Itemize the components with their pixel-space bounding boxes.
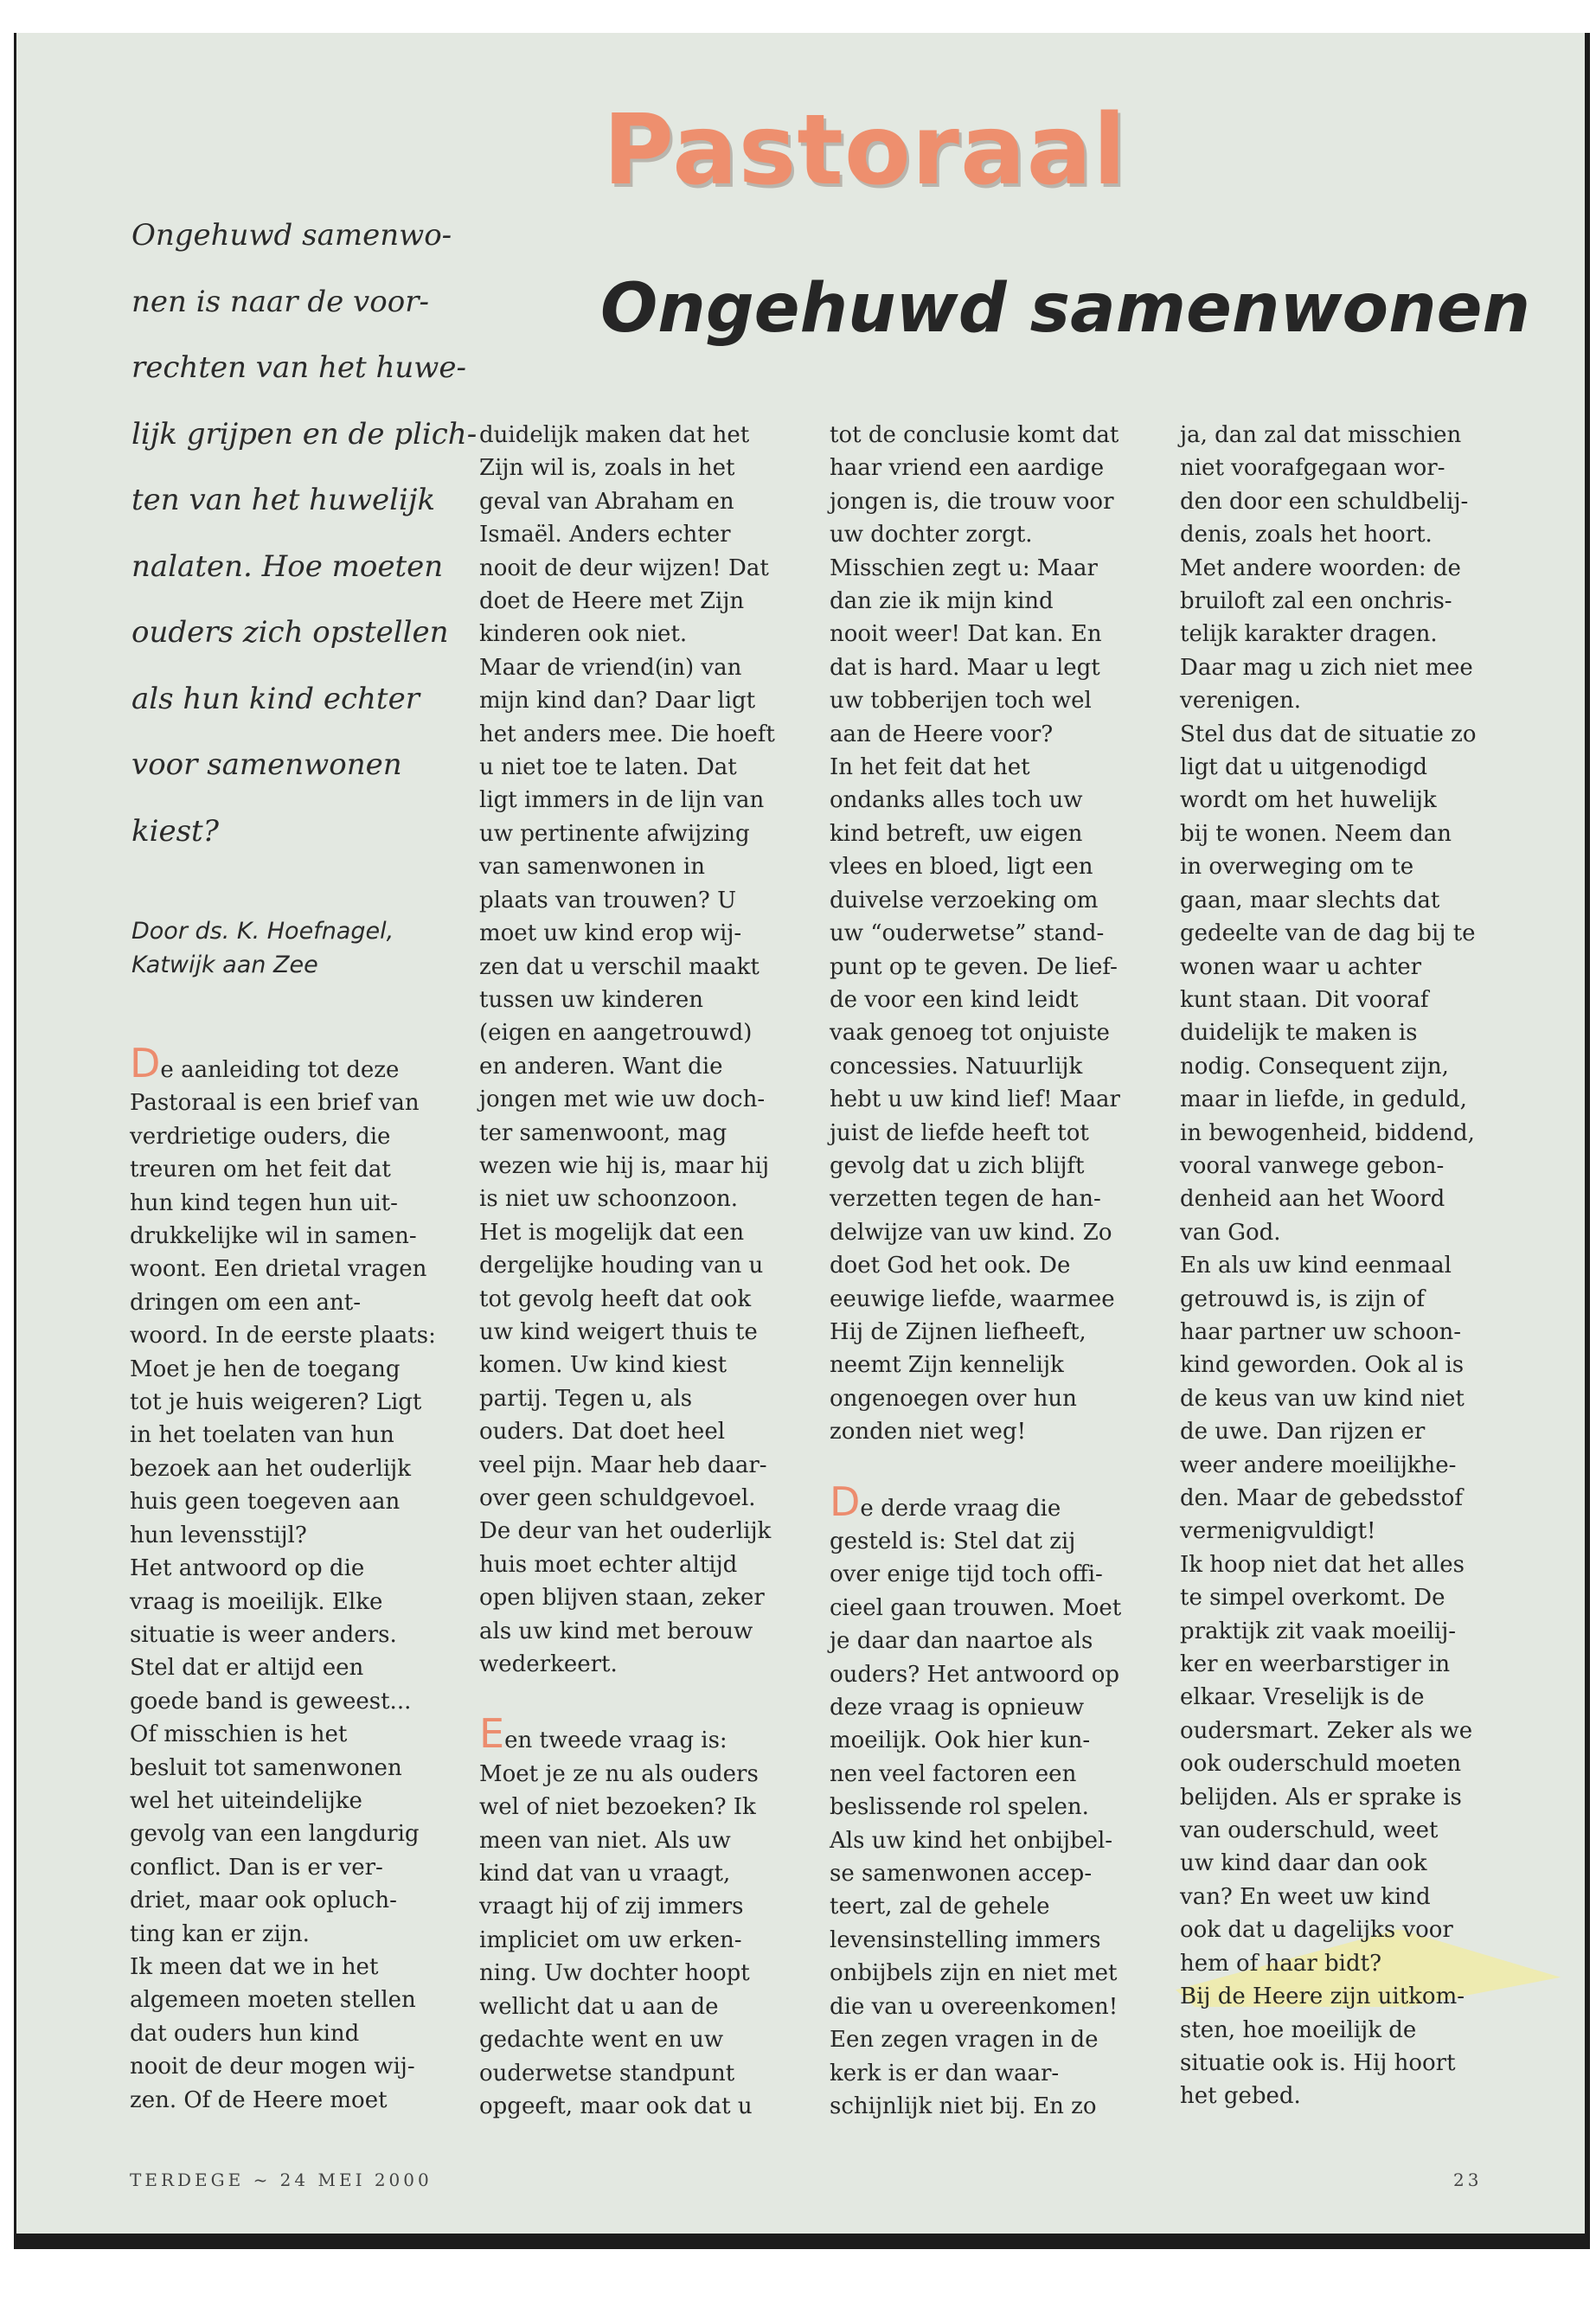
drop-cap: E (479, 1710, 505, 1758)
section-kicker: Pastoraal (603, 94, 1127, 207)
paragraph: Maar de vriend(in) van mijn kind dan? Daar ligt het anders mee. Die hoeft u niet toe te laten. Dat ligt immers in de lijn van uw pertinente afwijzing van samenwonen in plaats van trouwen? U moet uw kind erop wij- zen dat u verschil maakt tussen uw kinderen (eigen en aangetrouwd) en anderen. Want die jongen met wie uw doch- ter samenwoont, mag wezen wie hij is, maar hij is niet uw schoonzoon. Het is mogelijk dat een dergelijke houding van u tot gevolg heeft dat ook uw kind weigert thuis te komen. Uw kind kiest partij. Tegen u, als ouders. Dat doet heel veel pijn. Maar heb daar- over geen schuldgevoel. De deur van het ouderlijk huis moet echter altijd open blijven staan, zeker als uw kind met berouw wederkeert. (479, 654, 775, 1678)
article-column-1 (130, 1040, 441, 2117)
page-number: 23 (1453, 2170, 1483, 2190)
article-column-3 (830, 419, 1141, 2123)
paragraph-text: e aanleiding tot deze Pastoraal is een brief van verdrietige ouders, die treuren om het feit dat hun kind tegen hun uit- drukkelijke wil in samen- woont. Een drietal vragen dringen om een ant- woord. In de eerste plaats: Moet je hen de toegang tot je huis weigeren? Ligt in het toelaten van hun bezoek aan het ouderlijk huis geen toegeven aan hun levensstijl? (130, 1057, 436, 1548)
paragraph: duidelijk maken dat het Zijn wil is, zoals in het geval van Abraham en Ismaël. Anders echter nooit de deur wijzen! Dat doet de Heere met Zijn kinderen ook niet. (479, 422, 769, 648)
paragraph: tot de conclusie komt dat haar vriend een aardige jongen is, die trouw voor uw dochter zorgt. (830, 422, 1119, 548)
paragraph (130, 1040, 441, 1552)
footer-publication: TERDEGE ~ 24 MEI 2000 (130, 2170, 433, 2190)
paragraph-text: e derde vraag die gesteld is: Stel dat zij over enige tijd toch offi- cieel gaan trouwen. Moet je daar dan naartoe als ouders? Het antwoord op deze vraag is opnieuw moeilijk. Ook hier kun- nen veel factoren een beslissende rol spelen. Als uw kind het onbijbel- se samenwonen accep- teert, zal de gehele levensinstelling immers onbijbels zijn en niet met die van u overeenkomen! Een zegen vragen in de kerk is er dan waar- schijnlijk niet bij. En zo (830, 1495, 1122, 2119)
byline: Door ds. K. Hoefnagel, Katwijk aan Zee (131, 918, 394, 978)
paragraph: Bij de Heere zijn uitkom- sten, hoe moeilijk de situatie ook is. Hij hoort het gebed. (1180, 1984, 1465, 2110)
paragraph (479, 1710, 791, 2123)
drop-cap: D (830, 1477, 861, 1525)
paragraph: Het antwoord op die vraag is moeilijk. Elke situatie is weer anders. Stel dat er altijd een goede band is geweest... (130, 1555, 412, 1715)
paragraph-text: en tweede vraag is: Moet je ze nu als ouders wel of niet bezoeken? Ik meen van niet. Als uw kind dat van u vraagt, vraagt hij of zij immers impliciet om uw erken- ning. Uw dochter hoopt wellicht dat u aan de gedachte went en uw ouderwetse standpunt opgeeft, maar ook dat u (479, 1727, 759, 2119)
paragraph: ja, dan zal dat misschien niet voorafgegaan wor- den door een schuldbelij- denis, zoals het hoort. Met andere woorden: de bruiloft zal een onchris- telijk karakter dragen. Daar mag u zich niet mee verenigen. (1180, 422, 1473, 715)
intro-lead: Ongehuwd samenwo- nen is naar de voor- rechten van het huwe- lijk grijpen en de plich- ten van het huwelijk nalaten. Hoe moeten ouders zich opstellen als hun kind echter voor samenwonen kiest? (131, 218, 478, 849)
article-title: Ongehuwd samenwonen (600, 270, 1531, 348)
paragraph: Misschien zegt u: Maar dan zie ik mijn kind nooit weer! Dat kan. En dat is hard. Maar u legt uw tobberijen toch wel aan de Heere voor? (830, 554, 1102, 747)
paragraph: Ik hoop niet dat het alles te simpel overkomt. De praktijk zit vaak moeilij- ker en weerbarstiger in elkaar. Vreselijk is de oudersmart. Zeker als we ook ouderschuld moeten belijden. Als er sprake is van ouderschuld, weet uw kind daar dan ook van? En weet uw kind ook dat u dagelijks voor hem of haar bidt? (1180, 1551, 1473, 1977)
paragraph: In het feit dat het ondanks alles toch uw kind betreft, uw eigen vlees en bloed, ligt een duivelse verzoeking om uw “ouderwetse” stand- punt op te geven. De lief- de voor een kind leidt vaak genoeg tot onjuiste concessies. Natuurlijk hebt u uw kind lief! Maar juist de liefde heeft tot gevolg dat u zich blijft verzetten tegen de han- delwijze van uw kind. Zo doet God het ook. De eeuwige liefde, waarmee Hij de Zijnen liefheeft, neemt Zijn kennelijk ongenoegen over hun zonden niet weg! (830, 754, 1120, 1445)
article-column-2 (479, 419, 791, 2123)
paragraph (830, 1477, 1141, 2124)
paragraph: Stel dus dat de situatie zo ligt dat u uitgenodigd wordt om het huwelijk bij te wonen. Neem dan in overweging om te gaan, maar slechts dat gedeelte van de dag bij te wonen waar u achter kunt staan. Dit vooraf duidelijk te maken is nodig. Consequent zijn, maar in liefde, in geduld, in bewogenheid, biddend, vooral vanwege gebon- denheid aan het Woord van God. (1180, 721, 1477, 1246)
drop-cap: D (130, 1040, 161, 1086)
paragraph: Ik meen dat we in het algemeen moeten stellen dat ouders hun kind nooit de deur mogen wij- zen. Of de Heere moet (130, 1953, 416, 2113)
article-column-4 (1180, 419, 1491, 2113)
paragraph: Of misschien is het besluit tot samenwonen wel het uiteindelijke gevolg van een langdurig conflict. Dan is er ver- driet, maar ook opluch- ting kan er zijn. (130, 1721, 420, 1947)
paragraph: En als uw kind eenmaal getrouwd is, is zijn of haar partner uw schoon- kind geworden. Ook al is de keus van uw kind niet de uwe. Dan rijzen er weer andere moeilijkhe- den. Maar de gebedsstof vermenigvuldigt! (1180, 1253, 1465, 1545)
